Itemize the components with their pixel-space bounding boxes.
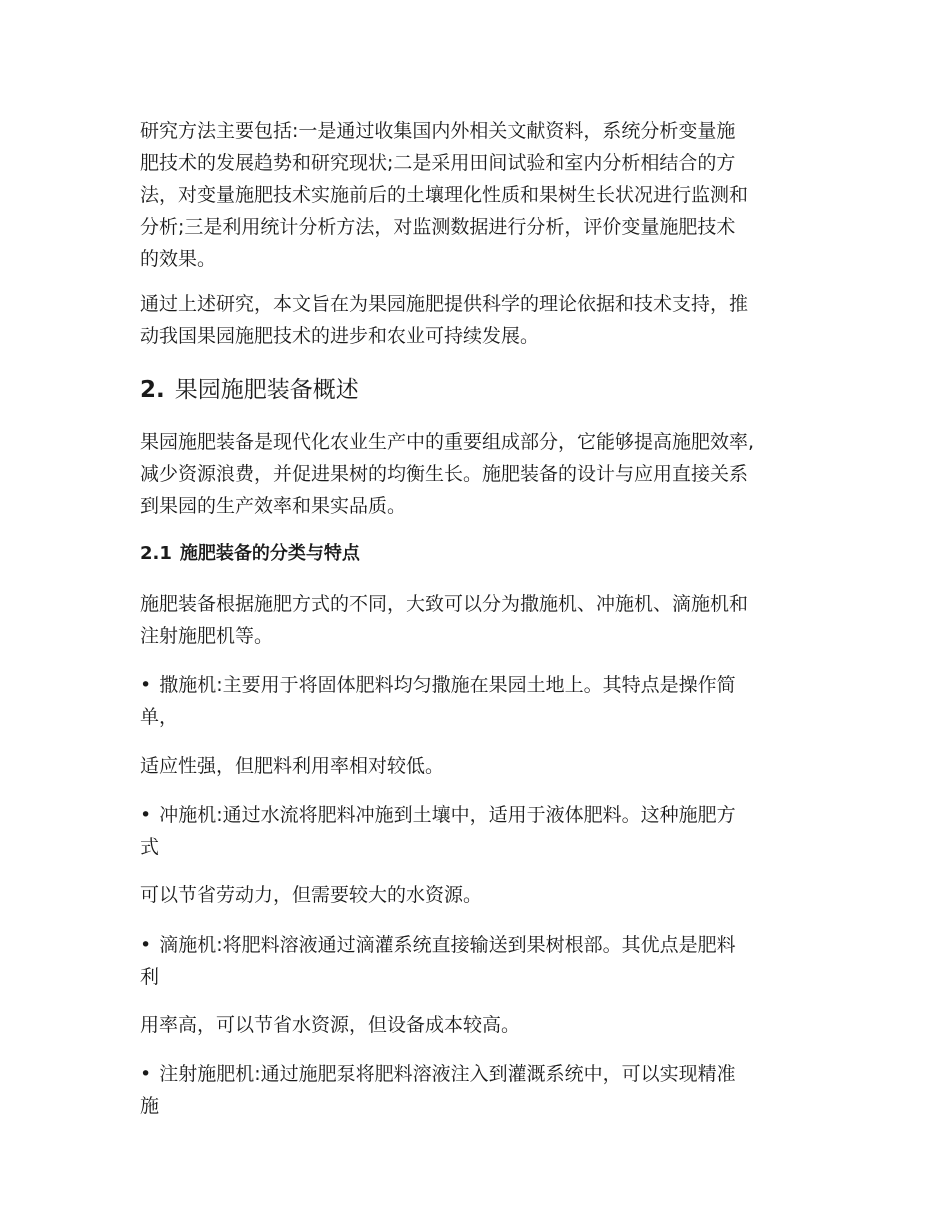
text-line: 动我国果园施肥技术的进步和农业可持续发展。 xyxy=(140,325,540,347)
text-line: 的效果。 xyxy=(140,248,217,270)
paragraph-flush-continued xyxy=(140,879,820,911)
text-line: 到果园的生产效率和果实品质。 xyxy=(140,495,407,517)
text-line: 施 xyxy=(140,1095,160,1117)
text-line: • 冲施机:通过水流将肥料冲施到土壤中，适用于液体肥料。这种施肥方 xyxy=(140,804,736,826)
section-number: 2. xyxy=(140,377,165,403)
list-item-flush-applicator xyxy=(140,799,820,863)
paragraph-equipment-overview xyxy=(140,426,820,522)
subsection-title: 施肥装备的分类与特点 xyxy=(179,543,360,564)
paragraph-research-goal xyxy=(140,288,820,352)
text-line: • 注射施肥机:通过施肥泵将肥料溶液注入到灌溉系统中，可以实现精准 xyxy=(140,1063,736,1085)
list-item-drip-applicator xyxy=(140,929,820,993)
text-line: 用率高，可以节省水资源，但设备成本较高。 xyxy=(140,1014,521,1036)
list-item-injection-applicator xyxy=(140,1058,820,1122)
text-line: 施肥装备根据施肥方式的不同，大致可以分为撒施机、冲施机、滴施机和 xyxy=(140,593,749,615)
text-line: 单， xyxy=(140,706,179,728)
paragraph-classification xyxy=(140,588,820,652)
text-line: 研究方法主要包括:一是通过收集国内外相关文献资料，系统分析变量施 xyxy=(140,120,736,142)
section-title: 果园施肥装备概述 xyxy=(174,377,359,403)
text-line: 可以节省劳动力，但需要较大的水资源。 xyxy=(140,884,483,906)
text-line: 分析;三是利用统计分析方法，对监测数据进行分析，评价变量施肥技术 xyxy=(140,216,736,238)
text-line: 减少资源浪费，并促进果树的均衡生长。施肥装备的设计与应用直接关系 xyxy=(140,463,749,485)
text-line: 注射施肥机等。 xyxy=(140,625,274,647)
subsection-heading-2-1 xyxy=(140,539,360,569)
text-line: 肥技术的发展趋势和研究现状;二是采用田间试验和室内分析相结合的方 xyxy=(140,152,736,174)
text-line: 果园施肥装备是现代化农业生产中的重要组成部分，它能够提高施肥效率, xyxy=(140,431,755,453)
paragraph-drip-continued xyxy=(140,1009,820,1041)
paragraph-spreader-continued xyxy=(140,750,820,782)
bullet-icon: • xyxy=(140,934,152,956)
section-heading-2 xyxy=(140,374,359,406)
bullet-icon: • xyxy=(140,804,152,826)
text-line: 通过上述研究，本文旨在为果园施肥提供科学的理论依据和技术支持，推 xyxy=(140,293,749,315)
bullet-icon: • xyxy=(140,674,152,696)
list-item-spreader xyxy=(140,669,820,733)
text-line: 法，对变量施肥技术实施前后的土壤理化性质和果树生长状况进行监测和 xyxy=(140,184,749,206)
text-line: 利 xyxy=(140,966,160,988)
bullet-icon: • xyxy=(140,1063,152,1085)
text-line: • 撒施机:主要用于将固体肥料均匀撒施在果园土地上。其特点是操作简 xyxy=(140,674,736,696)
text-line: 式 xyxy=(140,836,160,858)
subsection-number: 2.1 xyxy=(140,543,172,564)
text-line: • 滴施机:将肥料溶液通过滴灌系统直接输送到果树根部。其优点是肥料 xyxy=(140,934,736,956)
text-line: 适应性强，但肥料利用率相对较低。 xyxy=(140,755,445,777)
paragraph-research-methods xyxy=(140,115,820,275)
